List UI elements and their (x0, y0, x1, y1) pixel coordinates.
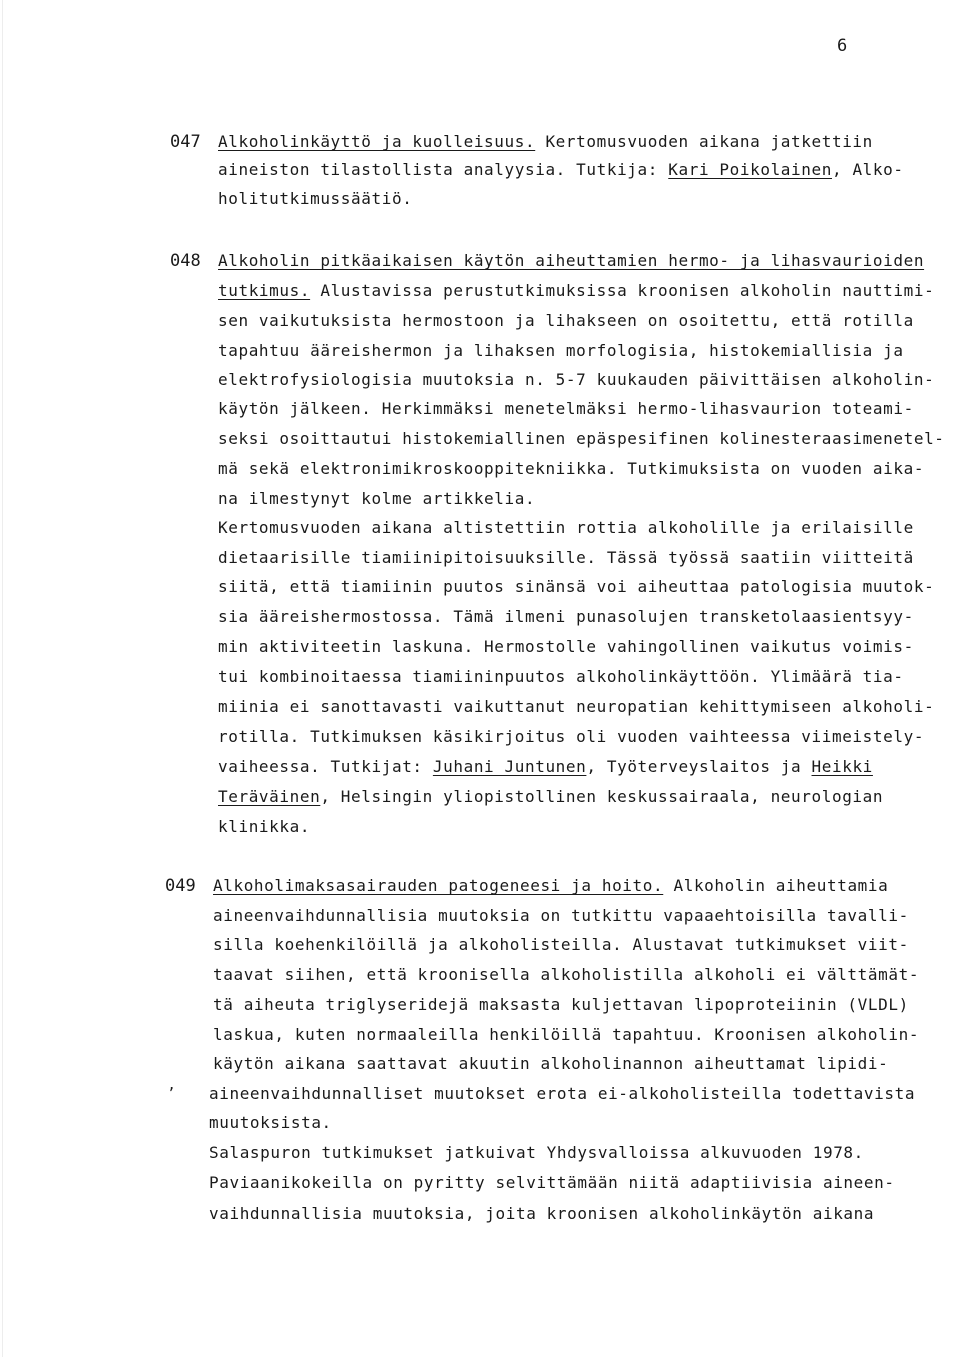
section-048-line-18: Teräväinen, Helsingin yliopistollinen keskussairaala, neurologian (218, 787, 884, 806)
section-049-line-2: aineenvaihdunnallisia muutoksia on tutkittu vapaaehtoisilla tavalli- (213, 906, 909, 925)
section-049-line-9: muutoksista. (209, 1113, 332, 1132)
section-number-049: 049 (165, 876, 196, 896)
section-048-line-14: tui kombinoitaessa tiamiininpuutos alkoholinkäyttöön. Ylimäärä tia- (218, 667, 904, 686)
section-048-line-9: Kertomusvuoden aikana altistettiin rottia alkoholille ja erilaisille (218, 518, 914, 537)
section-048-line-4: elektrofysiologisia muutoksia n. 5-7 kuukauden päivittäisen alkoholin- (218, 370, 935, 389)
scan-margin-edge (2, 0, 3, 1357)
section-047-title: Alkoholinkäyttö ja kuolleisuus. (218, 132, 536, 151)
researcher-name: Juhani Juntunen (432, 757, 587, 776)
section-048-line-11: siitä, että tiamiinin puutos sinänsä voi aiheuttaa patologisia muutok- (218, 577, 935, 596)
researcher-name: Heikki (811, 757, 873, 776)
section-048-line-15: miinia ei sanottavasti vaikuttanut neuropatian kehittymiseen alkoholi- (218, 697, 935, 716)
section-048-title-cont: tutkimus. (218, 281, 311, 300)
section-048-line-16: rotilla. Tutkimuksen käsikirjoitus oli vuoden vaihteessa viimeistely- (218, 727, 925, 746)
section-049-line-12: vaihdunnallisia muutoksia, joita kroonisen alkoholinkäytön aikana (209, 1204, 875, 1223)
section-048-line-1: tutkimus. Alustavissa perustutkimuksissa kroonisen alkoholin nauttimi- (218, 281, 935, 300)
section-049-line-7: käytön aikana saattavat akuutin alkoholinannon aiheuttamat lipidi- (213, 1054, 889, 1073)
section-048-line-3: tapahtuu ääreishermon ja lihaksen morfologisia, histokemiallisia ja (218, 341, 904, 360)
section-049-line-11: Paviaanikokeilla on pyritty selvittämään niitä adaptiivisia aineen- (209, 1173, 895, 1192)
margin-mark: ’ (167, 1086, 176, 1102)
section-048-line-12: sia ääreishermostossa. Tämä ilmeni punasolujen transketolaasientsyy- (218, 607, 914, 626)
section-049-line-1: Alkoholimaksasairauden patogeneesi ja hoito. Alkoholin aiheuttamia (213, 876, 889, 895)
section-047-line-3: holitutkimussäätiö. (218, 189, 413, 208)
section-047-line-1: Alkoholinkäyttö ja kuolleisuus. Kertomusvuoden aikana jatkettiin (218, 132, 873, 151)
section-049-line-3: silla koehenkilöillä ja alkoholisteilla. Alustavat tutkimukset viit- (213, 935, 909, 954)
section-048-line-2: sen vaikutuksista hermostoon ja lihakseen on osoitettu, että rotilla (218, 311, 914, 330)
section-048-title-line-1 (218, 251, 924, 270)
section-048-title: Alkoholin pitkäaikaisen käytön aiheuttamien hermo- ja lihasvaurioiden (218, 251, 925, 270)
researcher-name: Kari Poikolainen (668, 160, 832, 179)
page-number: 6 (837, 36, 848, 56)
section-049-line-10: Salaspuron tutkimukset jatkuivat Yhdysvalloissa alkuvuoden 1978. (209, 1143, 864, 1162)
section-048-line-5: käytön jälkeen. Herkimmäksi menetelmäksi hermo-lihasvaurion toteami- (218, 399, 914, 418)
section-049-line-4: taavat siihen, että kroonisella alkoholistilla alkoholi ei välttämät- (213, 965, 920, 984)
section-049-line-8: aineenvaihdunnalliset muutokset erota ei-alkoholisteilla todettavista (209, 1084, 916, 1103)
section-number-048: 048 (170, 251, 201, 271)
section-049-title: Alkoholimaksasairauden patogeneesi ja hoito. (213, 876, 664, 895)
section-047-line-2: aineiston tilastollista analyysia. Tutkija: Kari Poikolainen, Alko- (218, 160, 904, 179)
section-048-line-7: mä sekä elektronimikroskooppitekniikka. Tutkimuksista on vuoden aika- (218, 459, 925, 478)
section-049-line-5: tä aiheuta triglyseridejä maksasta kuljettavan lipoproteiinin (VLDL) (213, 995, 909, 1014)
section-048-line-17: vaiheessa. Tutkijat: Juhani Juntunen, Työterveyslaitos ja Heikki (218, 757, 873, 776)
section-number-047: 047 (170, 132, 201, 152)
section-048-line-8: na ilmestynyt kolme artikkelia. (218, 489, 536, 508)
section-048-line-6: seksi osoittautui histokemiallinen epäspesifinen kolinesteraasimenetel- (218, 429, 945, 448)
section-048-line-19: klinikka. (218, 817, 311, 836)
section-048-line-13: min aktiviteetin laskuna. Hermostolle vahingollinen vaikutus voimis- (218, 637, 914, 656)
section-049-line-6: laskua, kuten normaaleilla henkilöillä tapahtuu. Kroonisen alkoholin- (213, 1025, 920, 1044)
researcher-name: Teräväinen (218, 787, 321, 806)
section-048-line-10: dietaarisille tiamiinipitoisuuksille. Tässä työssä saatiin viitteitä (218, 548, 914, 567)
